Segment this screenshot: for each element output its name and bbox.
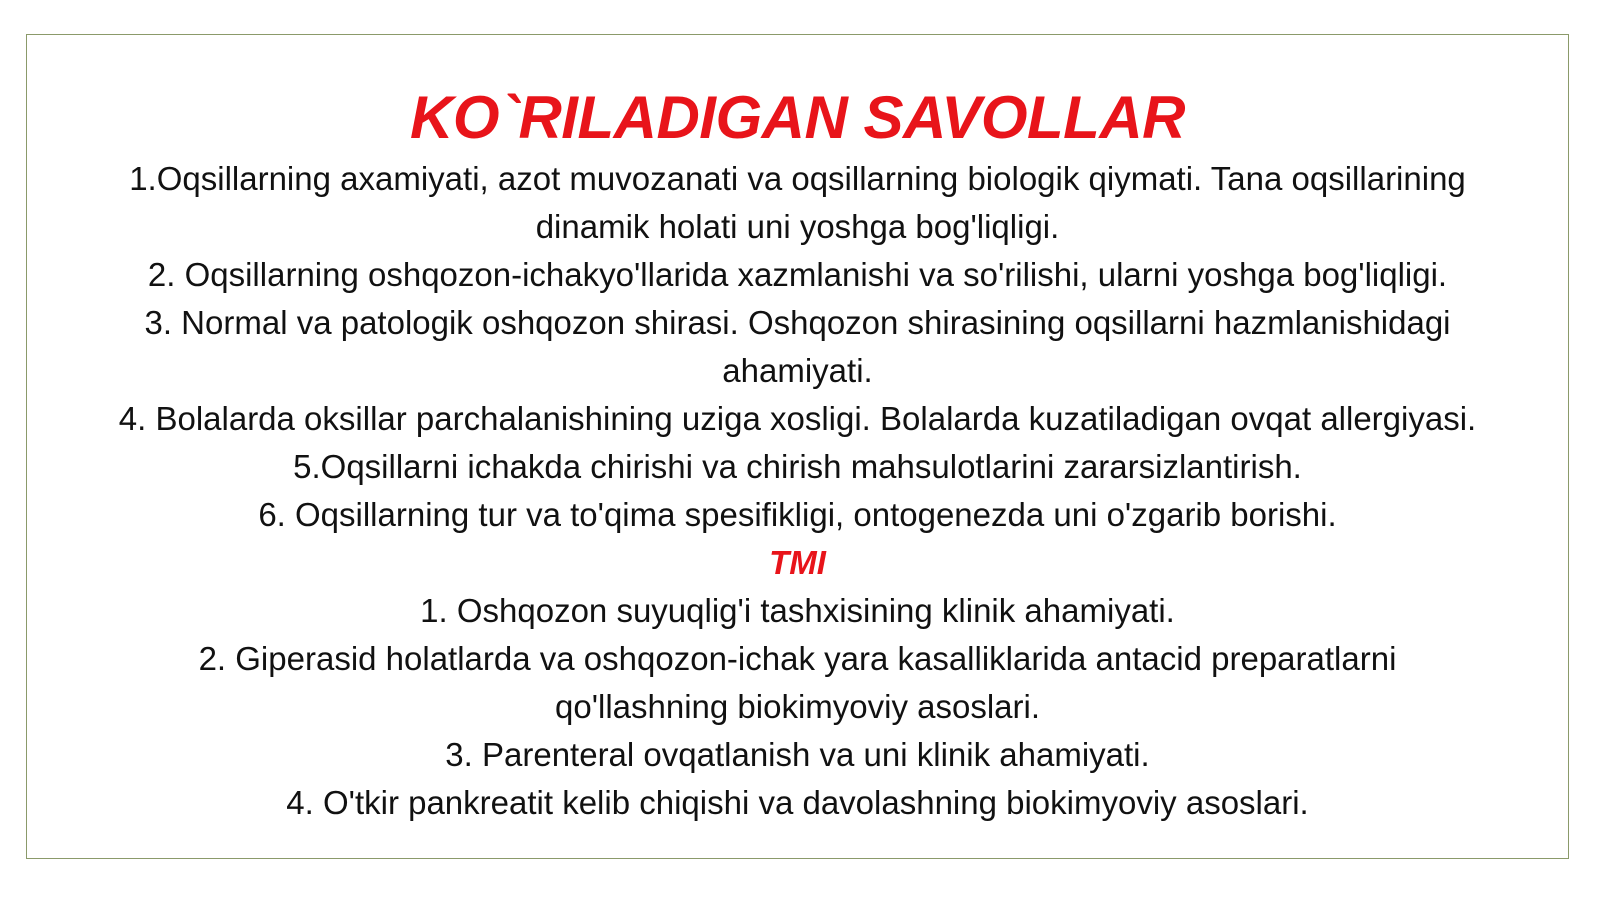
slide-frame bbox=[26, 34, 1569, 859]
question-line: 2. Oqsillarning oshqozon-ichakyo'llarida xazmlanishi va so'rilishi, ularni yoshga bog'liqligi. bbox=[147, 256, 1448, 293]
tmi-heading: TMI bbox=[769, 544, 826, 581]
question-line: 6. Oqsillarning tur va to'qima spesifikligi, ontogenezda uni o'zgarib borishi. bbox=[258, 496, 1337, 533]
tmi-line: 4. O'tkir pankreatit kelib chiqishi va davolashning biokimyoviy asoslari. bbox=[286, 784, 1309, 821]
question-line: 1.Oqsillarning axamiyati, azot muvozanati va oqsillarning biologik qiymati. Tana oqsillarining bbox=[129, 160, 1466, 197]
question-line: ahamiyati. bbox=[722, 352, 873, 389]
slide-title: KO`RILADIGAN SAVOLLAR bbox=[409, 84, 1185, 151]
question-line: 5.Oqsillarni ichakda chirishi va chirish mahsulotlarini zararsizlantirish. bbox=[293, 448, 1302, 485]
tmi-line: 1. Oshqozon suyuqlig'i tashxisining klinik ahamiyati. bbox=[420, 592, 1175, 629]
question-list bbox=[27, 155, 1568, 827]
tmi-line: 2. Giperasid holatlarda va oshqozon-ichak yara kasalliklarida antacid preparatlarni bbox=[198, 640, 1397, 677]
tmi-line: 3. Parenteral ovqatlanish va uni klinik ahamiyati. bbox=[445, 736, 1150, 773]
question-line: dinamik holati uni yoshga bog'liqligi. bbox=[535, 208, 1060, 245]
question-line: 4. Bolalarda oksillar parchalanishining uziga xosligi. Bolalarda kuzatiladigan ovqat allergiyasi. bbox=[118, 400, 1477, 437]
tmi-line: qo'llashning biokimyoviy asoslari. bbox=[554, 688, 1041, 725]
question-line: 3. Normal va patologik oshqozon shirasi. Oshqozon shirasining oqsillarni hazmlanishidagi bbox=[144, 304, 1451, 341]
